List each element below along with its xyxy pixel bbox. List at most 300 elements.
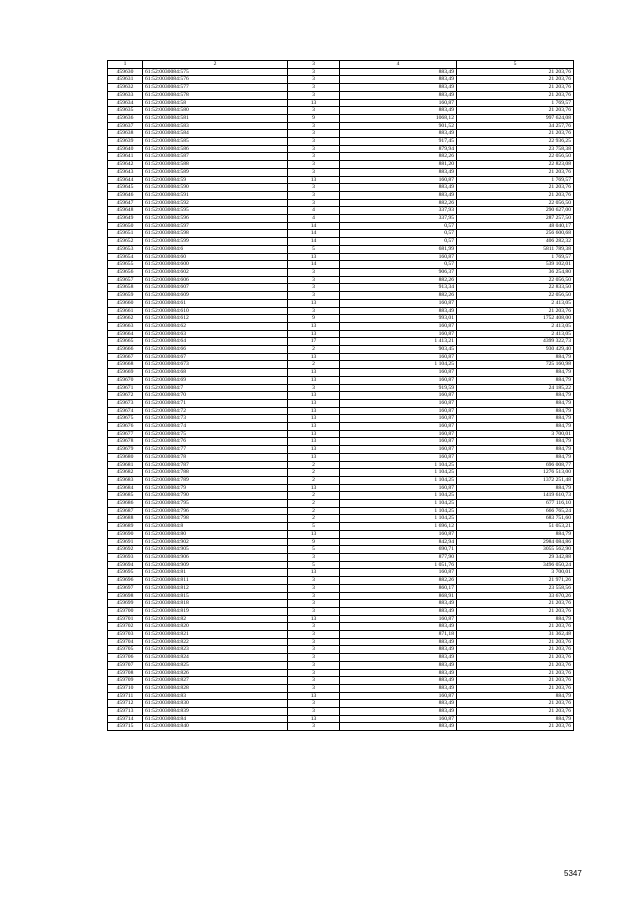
- group-code-cell: 3: [288, 91, 340, 99]
- cadastral-number-cell: 61:52:0030084:62: [143, 322, 288, 330]
- group-code-cell: 3: [288, 138, 340, 146]
- rate-cell: 883,49: [340, 708, 457, 716]
- group-code-cell: 2: [288, 492, 340, 500]
- value-cell: 23 558,56: [457, 584, 574, 592]
- group-code-cell: 3: [288, 191, 340, 199]
- row-number-cell: 459677: [108, 430, 143, 438]
- group-code-cell: 2: [288, 461, 340, 469]
- table-row: [108, 122, 574, 130]
- table-row: [108, 607, 574, 615]
- cadastral-number-cell: 61:52:0030084:71: [143, 399, 288, 407]
- group-code-cell: 13: [288, 569, 340, 577]
- value-cell: 287 257,50: [457, 215, 574, 223]
- value-cell: 3055 562,90: [457, 546, 574, 554]
- value-cell: 696 008,77: [457, 461, 574, 469]
- column-header-4: 4: [340, 61, 457, 69]
- cadastral-number-cell: 61:52:0030084:598: [143, 230, 288, 238]
- column-header-3: 3: [288, 61, 340, 69]
- cadastral-number-cell: 61:52:0030084:585: [143, 138, 288, 146]
- group-code-cell: 3: [288, 107, 340, 115]
- rate-cell: 883,49: [340, 669, 457, 677]
- row-number-cell: 459704: [108, 638, 143, 646]
- cadastral-number-cell: 61:52:0030084:788: [143, 469, 288, 477]
- table-row: [108, 168, 574, 176]
- value-cell: 22 056,50: [457, 276, 574, 284]
- value-cell: 21 203,76: [457, 607, 574, 615]
- table-row: [108, 353, 574, 361]
- rate-cell: 160,87: [340, 99, 457, 107]
- value-cell: 884,79: [457, 399, 574, 407]
- group-code-cell: 3: [288, 631, 340, 639]
- table-row: [108, 476, 574, 484]
- row-number-cell: 459634: [108, 99, 143, 107]
- row-number-cell: 459691: [108, 538, 143, 546]
- table-row: [108, 692, 574, 700]
- group-code-cell: 17: [288, 338, 340, 346]
- group-code-cell: 13: [288, 715, 340, 723]
- group-code-cell: 3: [288, 661, 340, 669]
- group-code-cell: 9: [288, 114, 340, 122]
- row-number-cell: 459661: [108, 307, 143, 315]
- group-code-cell: 2: [288, 515, 340, 523]
- cadastral-number-cell: 61:52:0030084:6: [143, 245, 288, 253]
- cadastral-number-cell: 61:52:0030084:589: [143, 168, 288, 176]
- value-cell: 21 203,76: [457, 130, 574, 138]
- value-cell: 21 203,76: [457, 646, 574, 654]
- group-code-cell: 2: [288, 346, 340, 354]
- rate-cell: 883,49: [340, 677, 457, 685]
- row-number-cell: 459706: [108, 654, 143, 662]
- rate-cell: 681,99: [340, 245, 457, 253]
- table-row: [108, 569, 574, 577]
- table-row: [108, 615, 574, 623]
- rate-cell: 160,87: [340, 253, 457, 261]
- rate-cell: 883,49: [340, 91, 457, 99]
- value-cell: 3 700,01: [457, 430, 574, 438]
- row-number-cell: 459639: [108, 138, 143, 146]
- table-row: [108, 669, 574, 677]
- group-code-cell: 13: [288, 446, 340, 454]
- table-row: [108, 638, 574, 646]
- table-row: [108, 207, 574, 215]
- value-cell: 21 203,76: [457, 661, 574, 669]
- rate-cell: 160,87: [340, 715, 457, 723]
- value-cell: 22 936,25: [457, 138, 574, 146]
- cadastral-number-cell: 61:52:0030084:824: [143, 654, 288, 662]
- cadastral-number-cell: 61:52:0030084:795: [143, 500, 288, 508]
- rate-cell: 160,87: [340, 569, 457, 577]
- row-number-cell: 459679: [108, 446, 143, 454]
- row-number-cell: 459701: [108, 615, 143, 623]
- cadastral-number-cell: 61:52:0030084:586: [143, 145, 288, 153]
- cadastral-number-cell: 61:52:0030084:596: [143, 215, 288, 223]
- rate-cell: 1 051,76: [340, 561, 457, 569]
- cadastral-number-cell: 61:52:0030084:822: [143, 638, 288, 646]
- group-code-cell: 13: [288, 407, 340, 415]
- group-code-cell: 13: [288, 369, 340, 377]
- table-row: [108, 530, 574, 538]
- cadastral-number-cell: 61:52:0030084:583: [143, 122, 288, 130]
- row-number-cell: 459637: [108, 122, 143, 130]
- table-row: [108, 507, 574, 515]
- table-row: [108, 384, 574, 392]
- rate-cell: 160,87: [340, 530, 457, 538]
- rate-cell: 883,49: [340, 600, 457, 608]
- group-code-cell: 13: [288, 399, 340, 407]
- group-code-cell: 9: [288, 538, 340, 546]
- row-number-cell: 459708: [108, 669, 143, 677]
- rate-cell: 160,87: [340, 692, 457, 700]
- row-number-cell: 459680: [108, 453, 143, 461]
- row-number-cell: 459702: [108, 623, 143, 631]
- row-number-cell: 459650: [108, 222, 143, 230]
- cadastral-number-cell: 61:52:0030084:840: [143, 723, 288, 731]
- cadastral-number-cell: 61:52:0030084:606: [143, 276, 288, 284]
- table-row: [108, 253, 574, 261]
- table-row: [108, 68, 574, 76]
- rate-cell: 883,49: [340, 661, 457, 669]
- table-row: [108, 661, 574, 669]
- table-row: [108, 153, 574, 161]
- table-row: [108, 623, 574, 631]
- rate-cell: 883,49: [340, 307, 457, 315]
- value-cell: 21 203,76: [457, 708, 574, 716]
- rate-cell: 868,91: [340, 592, 457, 600]
- cadastral-number-cell: 61:52:0030084:70: [143, 392, 288, 400]
- value-cell: 884,79: [457, 692, 574, 700]
- group-code-cell: 3: [288, 577, 340, 585]
- table-row: [108, 215, 574, 223]
- rate-cell: 883,49: [340, 184, 457, 192]
- group-code-cell: 5: [288, 546, 340, 554]
- rate-cell: 1 104,25: [340, 507, 457, 515]
- value-cell: 21 203,76: [457, 76, 574, 84]
- group-code-cell: 13: [288, 530, 340, 538]
- table-row: [108, 376, 574, 384]
- row-number-cell: 459688: [108, 515, 143, 523]
- group-code-cell: 14: [288, 261, 340, 269]
- group-code-cell: 13: [288, 615, 340, 623]
- group-code-cell: 3: [288, 623, 340, 631]
- rate-cell: 881,20: [340, 161, 457, 169]
- table-row: [108, 330, 574, 338]
- cadastral-number-cell: 61:52:0030084:612: [143, 315, 288, 323]
- cadastral-number-cell: 61:52:0030084:902: [143, 538, 288, 546]
- table-row: [108, 191, 574, 199]
- cadastral-number-cell: 61:52:0030084:825: [143, 661, 288, 669]
- value-cell: 884,79: [457, 446, 574, 454]
- table-row: [108, 99, 574, 107]
- group-code-cell: 2: [288, 507, 340, 515]
- row-number-cell: 459653: [108, 245, 143, 253]
- group-code-cell: 3: [288, 184, 340, 192]
- rate-cell: 919,59: [340, 384, 457, 392]
- cadastral-number-cell: 61:52:0030084:602: [143, 268, 288, 276]
- value-cell: 21 203,76: [457, 84, 574, 92]
- value-cell: 290 627,00: [457, 207, 574, 215]
- table-row: [108, 161, 574, 169]
- table-row: [108, 461, 574, 469]
- table-row: [108, 284, 574, 292]
- rate-cell: 160,87: [340, 423, 457, 431]
- cadastral-number-cell: 61:52:0030084:76: [143, 438, 288, 446]
- value-cell: 21 203,76: [457, 654, 574, 662]
- cadastral-number-cell: 61:52:0030084:905: [143, 546, 288, 554]
- row-number-cell: 459659: [108, 292, 143, 300]
- value-cell: 21 203,76: [457, 107, 574, 115]
- group-code-cell: 3: [288, 554, 340, 562]
- rate-cell: 1 413,21: [340, 338, 457, 346]
- rate-cell: 337,93: [340, 207, 457, 215]
- cadastral-number-cell: 61:52:0030084:595: [143, 207, 288, 215]
- row-number-cell: 459635: [108, 107, 143, 115]
- row-number-cell: 459660: [108, 299, 143, 307]
- value-cell: 884,79: [457, 407, 574, 415]
- rate-cell: 160,87: [340, 322, 457, 330]
- value-cell: 1752 408,00: [457, 315, 574, 323]
- cadastral-number-cell: 61:52:0030084:63: [143, 330, 288, 338]
- group-code-cell: 3: [288, 684, 340, 692]
- group-code-cell: 2: [288, 500, 340, 508]
- row-number-cell: 459654: [108, 253, 143, 261]
- value-cell: 884,79: [457, 376, 574, 384]
- group-code-cell: 13: [288, 353, 340, 361]
- row-number-cell: 459657: [108, 276, 143, 284]
- cadastral-number-cell: 61:52:0030084:597: [143, 222, 288, 230]
- table-row: [108, 715, 574, 723]
- table-row: [108, 523, 574, 531]
- table-body: [108, 68, 574, 730]
- value-cell: 21 203,76: [457, 723, 574, 731]
- group-code-cell: 9: [288, 315, 340, 323]
- cadastral-number-cell: 61:52:0030084:815: [143, 592, 288, 600]
- row-number-cell: 459695: [108, 569, 143, 577]
- cadastral-number-cell: 61:52:0030084:599: [143, 238, 288, 246]
- row-number-cell: 459667: [108, 353, 143, 361]
- row-number-cell: 459699: [108, 600, 143, 608]
- rate-cell: 883,49: [340, 191, 457, 199]
- table-row: [108, 469, 574, 477]
- value-cell: 21 203,76: [457, 68, 574, 76]
- cadastral-number-cell: 61:52:0030084:798: [143, 515, 288, 523]
- table-row: [108, 515, 574, 523]
- table-row: [108, 399, 574, 407]
- row-number-cell: 459709: [108, 677, 143, 685]
- group-code-cell: 3: [288, 384, 340, 392]
- row-number-cell: 459642: [108, 161, 143, 169]
- cadastral-number-cell: 61:52:0030084:576: [143, 76, 288, 84]
- cadastral-number-cell: 61:52:0030084:79: [143, 484, 288, 492]
- group-code-cell: 13: [288, 423, 340, 431]
- row-number-cell: 459689: [108, 523, 143, 531]
- group-code-cell: 3: [288, 723, 340, 731]
- table-row: [108, 238, 574, 246]
- row-number-cell: 459693: [108, 554, 143, 562]
- table-row: [108, 561, 574, 569]
- rate-cell: 160,87: [340, 369, 457, 377]
- value-cell: 22 056,50: [457, 292, 574, 300]
- cadastral-number-cell: 61:52:0030084:82: [143, 615, 288, 623]
- table-row: [108, 600, 574, 608]
- group-code-cell: 13: [288, 392, 340, 400]
- row-number-cell: 459707: [108, 661, 143, 669]
- table-row: [108, 222, 574, 230]
- column-header-1: 1: [108, 61, 143, 69]
- table-row: [108, 446, 574, 454]
- cadastral-number-cell: 61:52:0030084:789: [143, 476, 288, 484]
- value-cell: 22 823,08: [457, 161, 574, 169]
- table-row: [108, 346, 574, 354]
- rate-cell: 883,49: [340, 638, 457, 646]
- value-cell: 884,79: [457, 715, 574, 723]
- cadastral-number-cell: 61:52:0030084:588: [143, 161, 288, 169]
- rate-cell: 906,37: [340, 268, 457, 276]
- value-cell: 884,79: [457, 484, 574, 492]
- group-code-cell: 3: [288, 199, 340, 207]
- rate-cell: 882,26: [340, 577, 457, 585]
- group-code-cell: 13: [288, 484, 340, 492]
- table-row: [108, 268, 574, 276]
- value-cell: 666 765,24: [457, 507, 574, 515]
- cadastral-number-cell: 61:52:0030084:84: [143, 715, 288, 723]
- row-number-cell: 459672: [108, 392, 143, 400]
- row-number-cell: 459630: [108, 68, 143, 76]
- table-row: [108, 107, 574, 115]
- group-code-cell: 3: [288, 600, 340, 608]
- group-code-cell: 13: [288, 176, 340, 184]
- group-code-cell: 13: [288, 253, 340, 261]
- cadastral-number-cell: 61:52:0030084:906: [143, 554, 288, 562]
- table-row: [108, 145, 574, 153]
- row-number-cell: 459676: [108, 423, 143, 431]
- cadastral-number-cell: 61:52:0030084:81: [143, 569, 288, 577]
- group-code-cell: 3: [288, 161, 340, 169]
- group-code-cell: 3: [288, 145, 340, 153]
- value-cell: 884,79: [457, 438, 574, 446]
- cadastral-number-cell: 61:52:0030084:819: [143, 607, 288, 615]
- table-row: [108, 292, 574, 300]
- cadastral-number-cell: 61:52:0030084:73: [143, 415, 288, 423]
- value-cell: 884,79: [457, 423, 574, 431]
- rate-cell: 879,94: [340, 145, 457, 153]
- value-cell: 21 203,76: [457, 684, 574, 692]
- value-cell: 36 254,80: [457, 268, 574, 276]
- cadastral-number-cell: 61:52:0030084:839: [143, 708, 288, 716]
- row-number-cell: 459662: [108, 315, 143, 323]
- cadastral-number-cell: 61:52:0030084:590: [143, 184, 288, 192]
- group-code-cell: 4: [288, 207, 340, 215]
- row-number-cell: 459651: [108, 230, 143, 238]
- group-code-cell: 13: [288, 430, 340, 438]
- cadastral-number-cell: 61:52:0030084:67: [143, 353, 288, 361]
- value-cell: 21 203,76: [457, 191, 574, 199]
- value-cell: 22 833,50: [457, 284, 574, 292]
- rate-cell: 871,18: [340, 631, 457, 639]
- value-cell: 5811 789,38: [457, 245, 574, 253]
- cadastral-number-cell: 61:52:0030084:830: [143, 700, 288, 708]
- cadastral-number-cell: 61:52:0030084:787: [143, 461, 288, 469]
- cadastral-number-cell: 61:52:0030084:59: [143, 176, 288, 184]
- group-code-cell: 13: [288, 376, 340, 384]
- table-row: [108, 708, 574, 716]
- value-cell: 21 203,76: [457, 91, 574, 99]
- rate-cell: 0,57: [340, 238, 457, 246]
- group-code-cell: 2: [288, 476, 340, 484]
- row-number-cell: 459668: [108, 361, 143, 369]
- row-number-cell: 459652: [108, 238, 143, 246]
- group-code-cell: 3: [288, 122, 340, 130]
- row-number-cell: 459671: [108, 384, 143, 392]
- table-row: [108, 577, 574, 585]
- value-cell: 48 040,17: [457, 222, 574, 230]
- cadastral-number-cell: 61:52:0030084:673: [143, 361, 288, 369]
- value-cell: 683 751,60: [457, 515, 574, 523]
- group-code-cell: 14: [288, 238, 340, 246]
- table-row: [108, 438, 574, 446]
- value-cell: 51 053,21: [457, 523, 574, 531]
- value-cell: 21 203,76: [457, 638, 574, 646]
- row-number-cell: 459698: [108, 592, 143, 600]
- group-code-cell: 3: [288, 646, 340, 654]
- row-number-cell: 459713: [108, 708, 143, 716]
- row-number-cell: 459640: [108, 145, 143, 153]
- value-cell: 21 203,76: [457, 600, 574, 608]
- row-number-cell: 459711: [108, 692, 143, 700]
- group-code-cell: 13: [288, 415, 340, 423]
- rate-cell: 0,57: [340, 261, 457, 269]
- table-row: [108, 546, 574, 554]
- rate-cell: 1 104,25: [340, 500, 457, 508]
- row-number-cell: 459681: [108, 461, 143, 469]
- cadastral-number-cell: 61:52:0030084:811: [143, 577, 288, 585]
- table-row: [108, 315, 574, 323]
- cadastral-number-cell: 61:52:0030084:592: [143, 199, 288, 207]
- rate-cell: 160,87: [340, 415, 457, 423]
- value-cell: 21 203,76: [457, 184, 574, 192]
- table-row: [108, 91, 574, 99]
- cadastral-number-cell: 61:52:0030084:77: [143, 446, 288, 454]
- table-row: [108, 307, 574, 315]
- table-row: [108, 677, 574, 685]
- row-number-cell: 459678: [108, 438, 143, 446]
- group-code-cell: 3: [288, 276, 340, 284]
- rate-cell: 877,90: [340, 554, 457, 562]
- group-code-cell: 3: [288, 168, 340, 176]
- cadastral-number-cell: 61:52:0030084:8: [143, 523, 288, 531]
- rate-cell: 883,49: [340, 684, 457, 692]
- page-number: 5347: [564, 869, 582, 878]
- value-cell: 31 362,48: [457, 631, 574, 639]
- cadastral-number-cell: 61:52:0030084:578: [143, 91, 288, 99]
- group-code-cell: 3: [288, 708, 340, 716]
- cadastral-number-cell: 61:52:0030084:826: [143, 669, 288, 677]
- row-number-cell: 459683: [108, 476, 143, 484]
- cadastral-number-cell: 61:52:0030084:580: [143, 107, 288, 115]
- rate-cell: 993,01: [340, 315, 457, 323]
- cadastral-number-cell: 61:52:0030084:610: [143, 307, 288, 315]
- row-number-cell: 459710: [108, 684, 143, 692]
- table-row: [108, 492, 574, 500]
- row-number-cell: 459696: [108, 577, 143, 585]
- group-code-cell: 14: [288, 222, 340, 230]
- row-number-cell: 459669: [108, 369, 143, 377]
- rate-cell: 160,87: [340, 484, 457, 492]
- data-table: [107, 60, 574, 731]
- group-code-cell: 13: [288, 99, 340, 107]
- group-code-cell: 3: [288, 68, 340, 76]
- row-number-cell: 459703: [108, 631, 143, 639]
- rate-cell: 0,57: [340, 230, 457, 238]
